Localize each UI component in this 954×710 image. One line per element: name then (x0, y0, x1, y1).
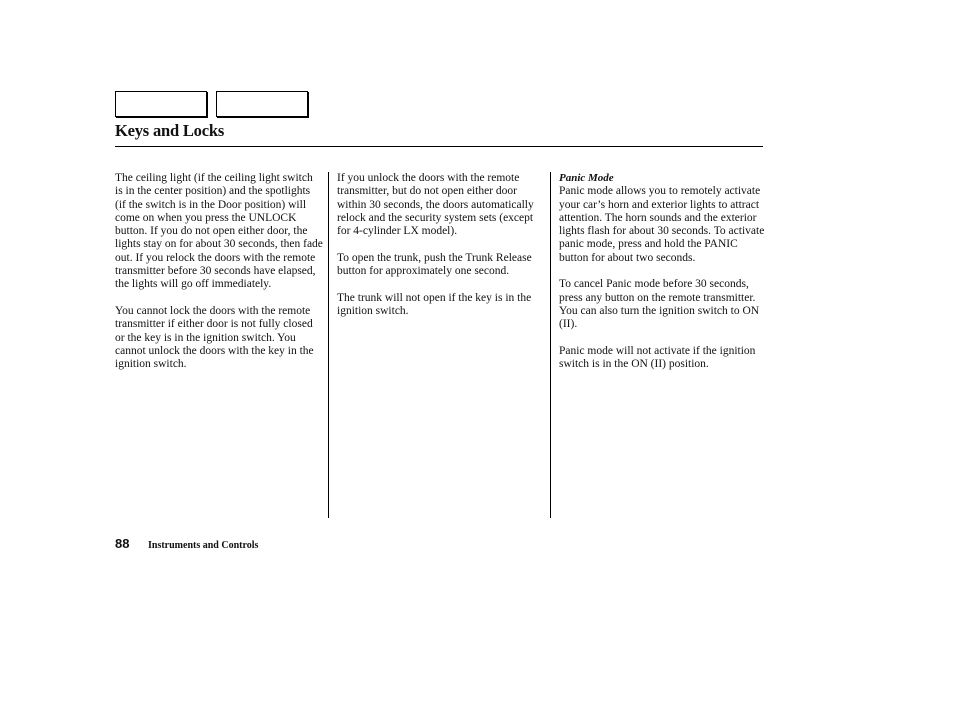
paragraph: If you unlock the doors with the remote transmitter, but do not open either door within 30 seconds, the doors automatically relock and the security system sets (except for 4-cylinder LX model). (337, 172, 534, 238)
paragraph: The ceiling light (if the ceiling light switch is in the center position) and the spotlights (if the switch is in the Door position) will come on when you press the UNLOCK button. If you do not open either door, the lights stay on for about 30 seconds, then fade out. If you relock the doors with the remote transmitter before 30 seconds have elapsed, the lights will go off immediately. (115, 172, 323, 291)
nav-button-previous[interactable] (115, 91, 207, 117)
paragraph: You cannot lock the doors with the remote transmitter if either door is not fully closed or the key is in the ignition switch. You cannot unlock the doors with the key in the ignition switch. (115, 304, 314, 371)
page-number: 88 (115, 536, 130, 551)
text-column-3 (559, 172, 769, 385)
paragraph: Panic mode allows you to remotely activate your car’s horn and exterior lights to attract attention. The horn sounds and the exterior lights flash for about 30 seconds. To activate panic mode, press and hold the PANIC button for about two seconds. (559, 185, 765, 264)
column-divider (550, 172, 551, 518)
subheading: Panic Mode (559, 172, 614, 184)
paragraph: To cancel Panic mode before 30 seconds, press any button on the remote transmitter. You can also turn the ignition switch to ON (II). (559, 278, 760, 331)
paragraph: The trunk will not open if the key is in the ignition switch. (337, 291, 532, 317)
text-column-1 (115, 172, 323, 385)
page-title: Keys and Locks (115, 121, 225, 140)
nav-button-next[interactable] (216, 91, 308, 117)
paragraph: To open the trunk, push the Trunk Release button for approximately one second. (337, 251, 532, 278)
section-title: Instruments and Controls (148, 540, 259, 551)
title-divider (115, 146, 763, 147)
column-divider (328, 172, 329, 518)
text-column-2 (337, 172, 545, 332)
paragraph: Panic mode will not activate if the ignition switch is in the ON (II) position. (559, 344, 756, 371)
